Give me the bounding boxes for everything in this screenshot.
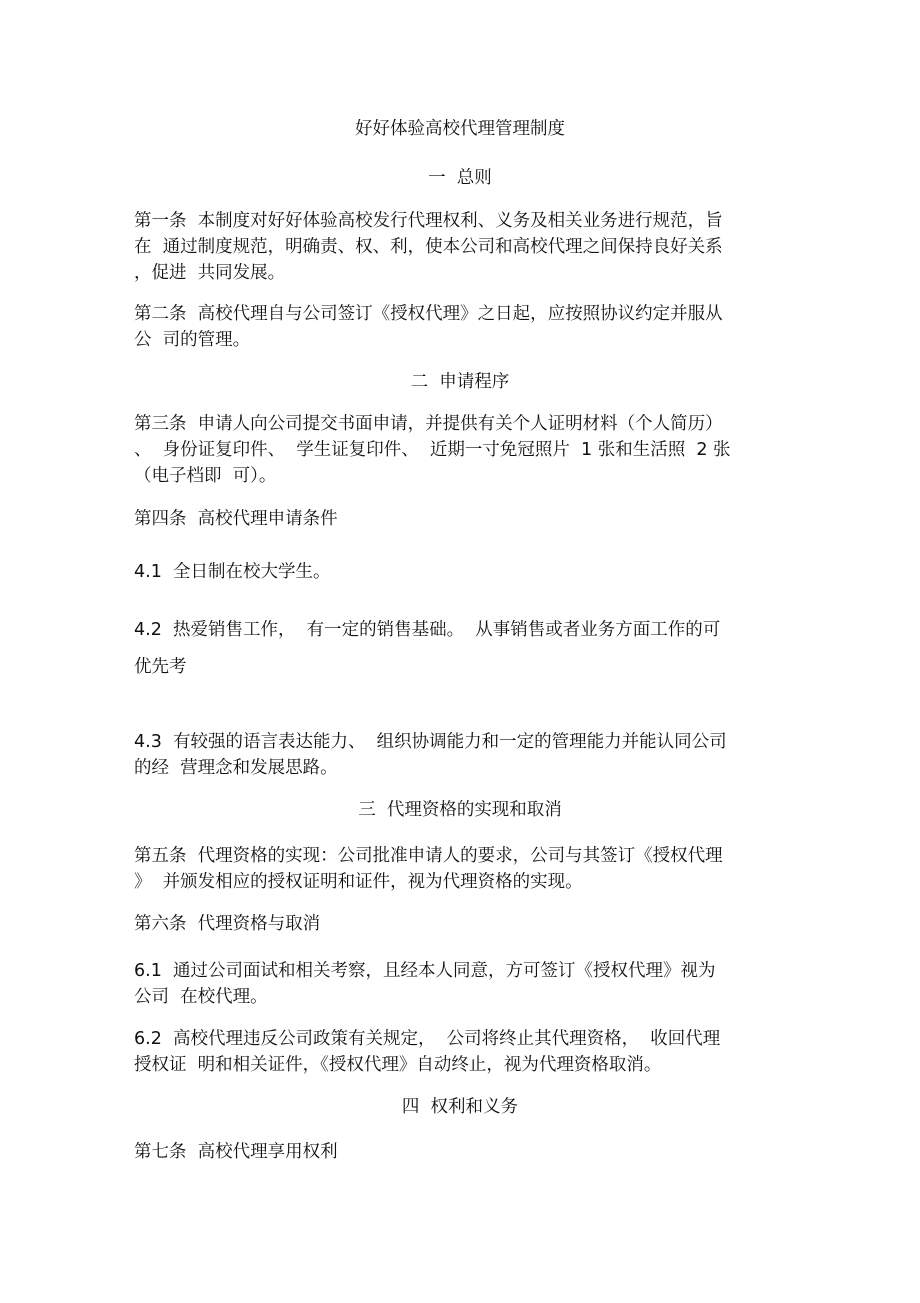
document-title: 好好体验高校代理管理制度 <box>355 119 565 139</box>
article-1-line-1: 第一条 本制度对好好体验高校发行代理权利、义务及相关业务进行规范，旨 <box>134 211 723 231</box>
section-heading-rights-duties: 四 权利和义务 <box>401 1097 519 1117</box>
article-2-line-2: 公 司的管理。 <box>134 330 251 350</box>
article-6-item-1-line-2: 公司 在校代理。 <box>134 987 268 1007</box>
article-4-item-3-line-2: 的经 营理念和发展思路。 <box>134 758 338 778</box>
section-heading-application: 二 申请程序 <box>410 372 510 392</box>
article-4-heading: 第四条 高校代理申请条件 <box>134 509 338 529</box>
article-4-item-2-line-1: 4.2 热爱销售工作， 有一定的销售基础。 从事销售或者业务方面工作的可 <box>134 620 721 640</box>
article-4-item-2-line-2: 优先考 <box>134 657 187 677</box>
article-1-line-2: 在 通过制度规范，明确责、权、利，使本公司和高校代理之间保持良好关系 <box>134 237 723 257</box>
article-7-heading: 第七条 高校代理享用权利 <box>134 1142 338 1162</box>
article-4-item-1: 4.1 全日制在校大学生。 <box>134 562 331 582</box>
article-6-heading: 第六条 代理资格与取消 <box>134 914 321 934</box>
article-3-line-1: 第三条 申请人向公司提交书面申请，并提供有关个人证明材料（个人简历） <box>134 414 723 434</box>
article-1-line-3: ，促进 共同发展。 <box>134 263 286 283</box>
article-3-line-2: 、 身份证复印件、 学生证复印件、 近期一寸免冠照片 1 张和生活照 2 张 <box>134 440 731 460</box>
article-6-item-1-line-1: 6.1 通过公司面试和相关考察，且经本人同意，方可签订《授权代理》视为 <box>134 961 716 981</box>
article-2-line-1: 第二条 高校代理自与公司签订《授权代理》之日起，应按照协议约定并服从 <box>134 304 723 324</box>
section-heading-general: 一 总则 <box>428 168 492 188</box>
article-6-item-2-line-1: 6.2 高校代理违反公司政策有关规定， 公司将终止其代理资格， 收回代理 <box>134 1029 721 1049</box>
article-4-item-3-line-1: 4.3 有较强的语言表达能力、 组织协调能力和一定的管理能力并能认同公司 <box>134 732 727 752</box>
article-6-item-2-line-2: 授权证 明和相关证件，《授权代理》自动终止，视为代理资格取消。 <box>134 1055 662 1075</box>
article-5-line-1: 第五条 代理资格的实现：公司批准申请人的要求，公司与其签订《授权代理 <box>134 846 723 866</box>
article-3-line-3: （电子档即 可）。 <box>134 466 277 486</box>
section-heading-qualification: 三 代理资格的实现和取消 <box>358 800 562 820</box>
article-5-line-2: 》 并颁发相应的授权证明和证件，视为代理资格的实现。 <box>134 872 583 892</box>
